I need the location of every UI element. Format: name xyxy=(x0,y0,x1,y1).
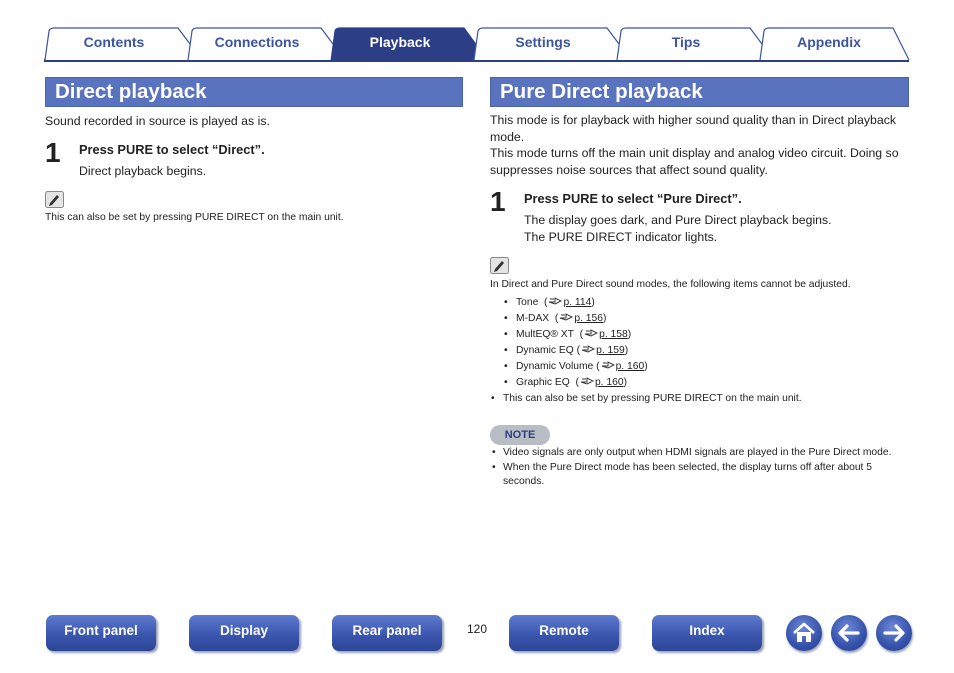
page-reference-icon xyxy=(584,328,598,338)
page-reference-icon xyxy=(548,296,562,306)
display-button[interactable]: Display xyxy=(189,615,299,651)
home-icon xyxy=(786,615,822,651)
heading-text: Direct playback xyxy=(55,80,207,103)
step-title: Press PURE to select “Pure Direct”. xyxy=(524,191,742,206)
note-item: • Video signals are only output when HDMI signals are played in the Pure Direct mode. xyxy=(492,446,912,460)
forward-button[interactable] xyxy=(876,615,912,651)
list-item: • Graphic EQ ( p. 160) xyxy=(504,375,904,391)
home-button[interactable] xyxy=(786,615,822,651)
pencil-icon xyxy=(490,257,509,274)
memo-text: In Direct and Pure Direct sound modes, the following items cannot be adjusted. xyxy=(490,279,851,290)
tab-tips[interactable] xyxy=(616,27,756,61)
tab-label: Contents xyxy=(83,34,145,50)
rear-panel-button[interactable]: Rear panel xyxy=(332,615,442,651)
page-link[interactable]: p. 159 xyxy=(596,345,625,356)
tab-label: Tips xyxy=(671,34,701,50)
tab-contents[interactable] xyxy=(44,27,184,61)
tab-playback[interactable] xyxy=(330,27,470,61)
step-description-1: The display goes dark, and Pure Direct playback begins. xyxy=(524,213,832,227)
intro-text-2: This mode turns off the main unit display and analog video circuit. Doing so suppresses noise sources that affect sound quality. xyxy=(490,146,899,177)
tab-bar xyxy=(44,27,909,61)
list-item: • Tone ( p. 114) xyxy=(504,295,904,311)
step-title: Press PURE to select “Direct”. xyxy=(79,142,265,157)
step-description-2: The PURE DIRECT indicator lights. xyxy=(524,230,718,244)
tab-label: Settings xyxy=(515,34,571,50)
page-reference-icon xyxy=(559,312,573,322)
list-item: • M-DAX ( p. 156) xyxy=(504,311,904,327)
page-reference-icon xyxy=(581,344,595,354)
forward-arrow-icon xyxy=(876,615,912,651)
back-arrow-icon xyxy=(831,615,867,651)
note-list xyxy=(492,446,912,490)
page-link[interactable]: p. 160 xyxy=(594,377,624,388)
tab-appendix[interactable] xyxy=(759,27,899,61)
pure-direct-playback-heading xyxy=(490,77,909,107)
page-reference-icon xyxy=(580,376,594,386)
list-item: • This can also be set by pressing PURE DIRECT on the main unit. xyxy=(491,391,906,407)
note-badge: NOTE xyxy=(490,425,550,445)
extra-bullet-list xyxy=(491,391,906,407)
page-link[interactable]: p. 156 xyxy=(574,313,603,324)
front-panel-button[interactable]: Front panel xyxy=(46,615,156,651)
page-link[interactable]: p. 114 xyxy=(563,297,592,308)
non-adjustable-items-list xyxy=(504,295,904,391)
remote-button[interactable]: Remote xyxy=(509,615,619,651)
back-button[interactable] xyxy=(831,615,867,651)
heading-text: Pure Direct playback xyxy=(500,80,703,103)
intro-text: Sound recorded in source is played as is. xyxy=(45,114,270,128)
tab-settings[interactable] xyxy=(473,27,613,61)
note-item: • When the Pure Direct mode has been selected, the display turns off after about 5 seconds. xyxy=(492,461,912,489)
step-number: 1 xyxy=(45,137,61,168)
tab-label: Appendix xyxy=(797,34,861,50)
intro-text-1: This mode is for playback with higher sound quality than in Direct playback mode. xyxy=(490,113,897,144)
page-reference-icon xyxy=(601,360,615,370)
list-item: • Dynamic Volume ( p. 160) xyxy=(504,359,904,375)
memo-text: This can also be set by pressing PURE DIRECT on the main unit. xyxy=(45,212,344,223)
tab-label: Playback xyxy=(369,34,431,50)
page-link[interactable]: p. 160 xyxy=(615,361,645,372)
index-button[interactable]: Index xyxy=(652,615,762,651)
pencil-icon xyxy=(45,191,64,208)
step-number: 1 xyxy=(490,186,506,217)
direct-playback-heading xyxy=(45,77,463,107)
page-number: 120 xyxy=(466,622,488,636)
list-item: • MultEQ® XT ( p. 158) xyxy=(504,327,904,343)
list-item: • Dynamic EQ ( p. 159) xyxy=(504,343,904,359)
tab-connections[interactable] xyxy=(187,27,327,61)
page-link[interactable]: p. 158 xyxy=(599,329,628,340)
tab-label: Connections xyxy=(214,34,300,50)
step-description: Direct playback begins. xyxy=(79,164,207,178)
